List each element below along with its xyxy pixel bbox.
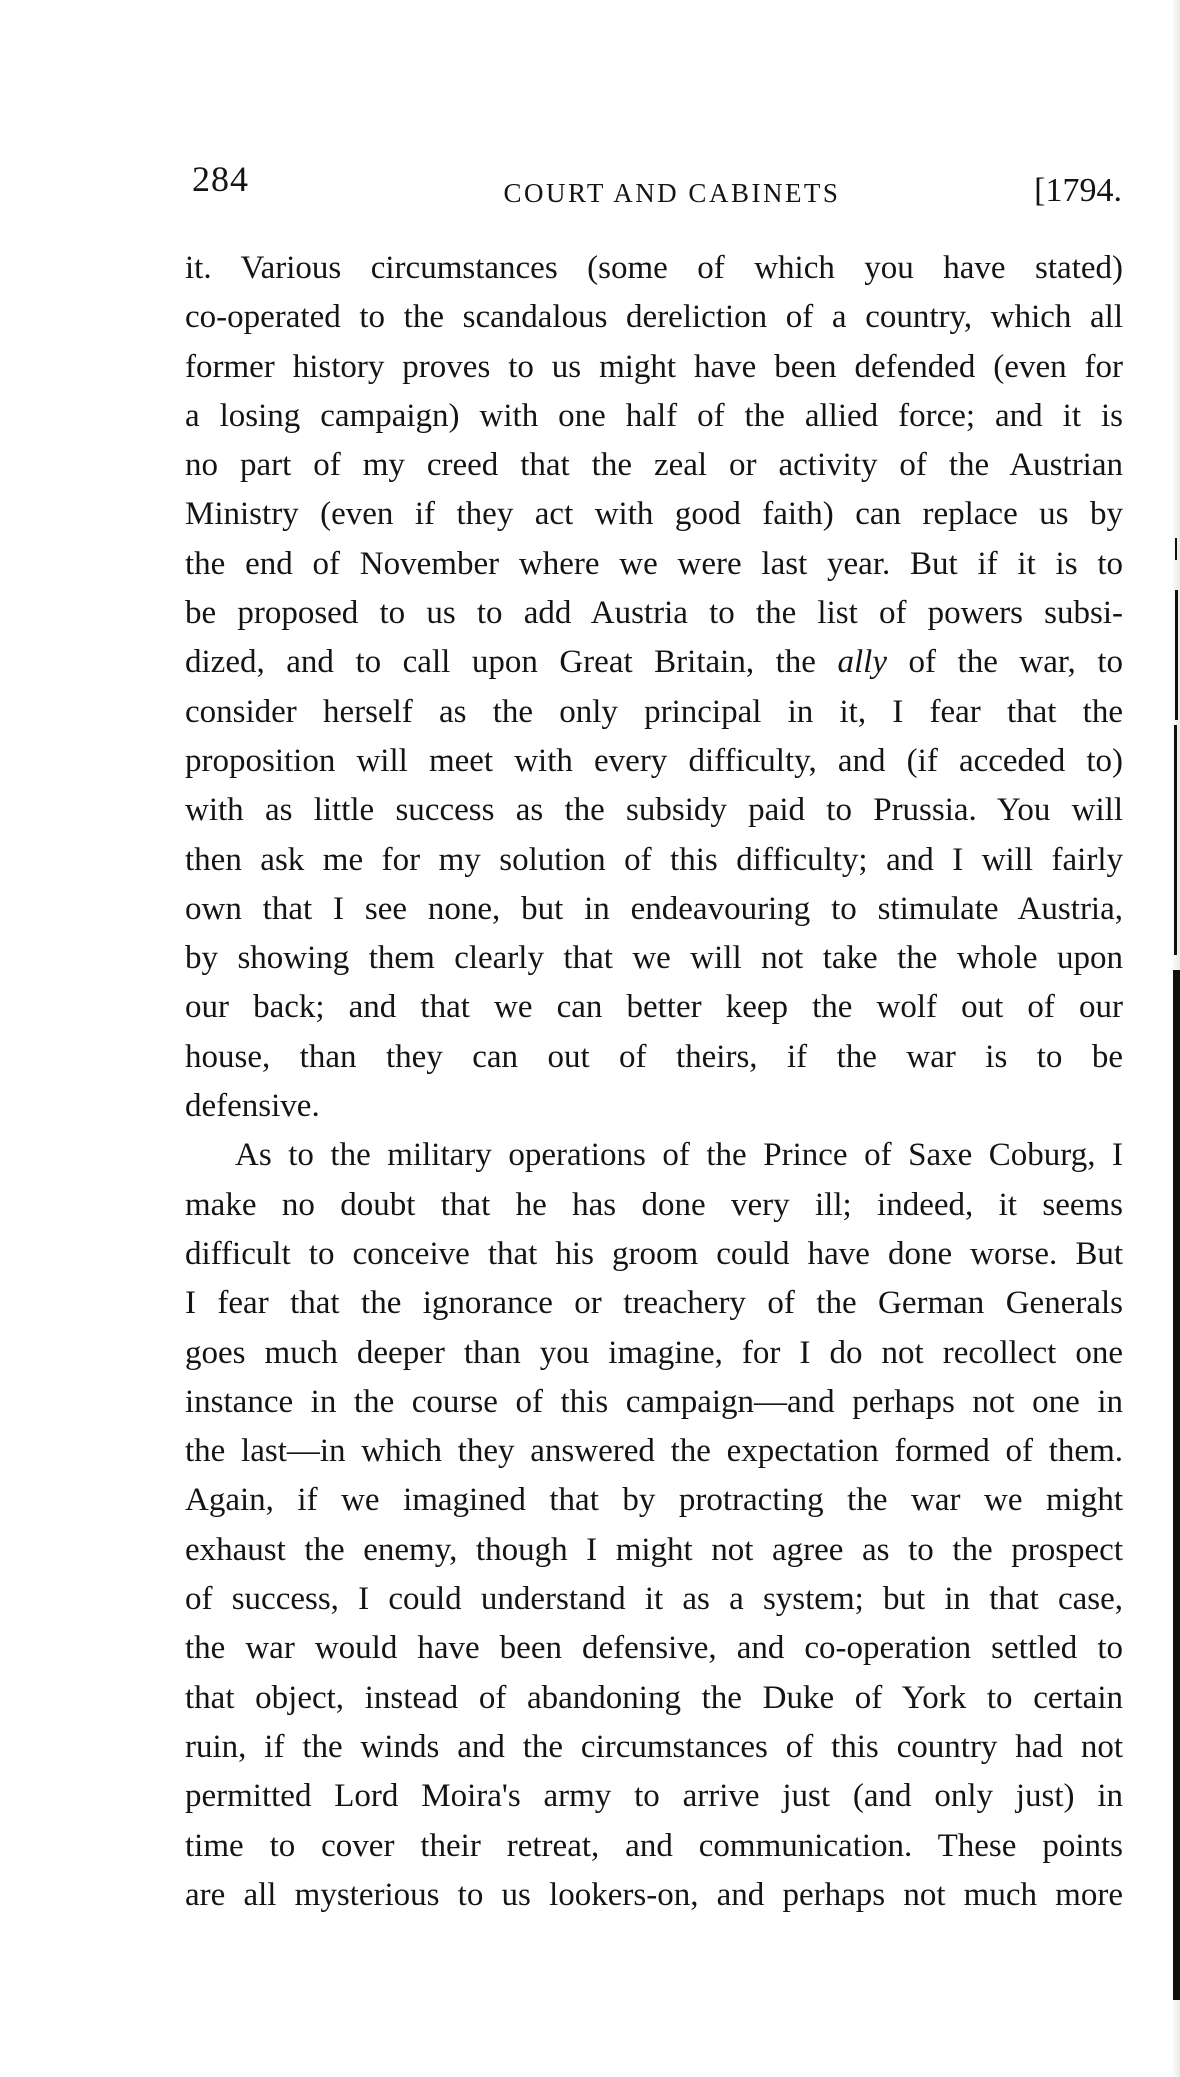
text-line: be proposed to us to add Austria to the list of powers subsi-	[185, 595, 1123, 632]
text-line: make no doubt that he has done very ill; indeed, it seems	[185, 1186, 1123, 1223]
text-line: are all mysterious to us lookers-on, and perhaps not much more	[185, 1876, 1123, 1913]
text-line: exhaust the enemy, though I might not agree as to the prospect	[185, 1531, 1123, 1568]
text-line: by showing them clearly that we will not take the whole upon	[185, 940, 1123, 977]
text-line: of success, I could understand it as a system; but in that case,	[185, 1581, 1123, 1618]
text-line: no part of my creed that the zeal or activity of the Austrian	[185, 447, 1123, 484]
text-line: ruin, if the winds and the circumstances of this country had not	[185, 1728, 1123, 1765]
text-line: defensive.	[185, 1088, 320, 1125]
page-edge-mark	[1175, 538, 1177, 560]
text-line: proposition will meet with every difficulty, and (if acceded to)	[185, 742, 1123, 779]
text-line: Again, if we imagined that by protracting the war we might	[185, 1482, 1123, 1519]
text-fragment: dized, and to call upon Great Britain, the	[185, 644, 838, 681]
text-line: house, than they can out of theirs, if the war is to be	[185, 1038, 1123, 1075]
text-line: co-operated to the scandalous dereliction of a country, which all	[185, 299, 1123, 336]
text-line: instance in the course of this campaign—and perhaps not one in	[185, 1383, 1123, 1420]
page-edge-mark	[1174, 725, 1177, 955]
text-line: the war would have been defensive, and co-operation settled to	[185, 1630, 1123, 1667]
text-line: former history proves to us might have been defended (even for	[185, 348, 1123, 385]
text-line: permitted Lord Moira's army to arrive just (and only just) in	[185, 1778, 1123, 1815]
text-line: own that I see none, but in endeavouring to stimulate Austria,	[185, 890, 1123, 927]
text-line: time to cover their retreat, and communication. These points	[185, 1827, 1123, 1864]
running-head	[192, 158, 1122, 218]
running-year: [1794.	[1034, 172, 1122, 209]
text-line: goes much deeper than you imagine, for I do not recollect one	[185, 1334, 1123, 1371]
emphasis-word: ally	[837, 644, 887, 681]
text-line: with as little success as the subsidy paid to Prussia. You will	[185, 792, 1123, 829]
text-line: the last—in which they answered the expectation formed of them.	[185, 1433, 1123, 1470]
running-title: COURT AND CABINETS	[503, 178, 841, 208]
page-edge-mark	[1175, 590, 1178, 720]
text-line: As to the military operations of the Prince of Saxe Coburg, I	[235, 1137, 1123, 1174]
text-line: our back; and that we can better keep the wolf out of our	[185, 989, 1123, 1026]
text-line: that object, instead of abandoning the Duke of York to certain	[185, 1679, 1123, 1716]
text-line: then ask me for my solution of this difficulty; and I will fairly	[185, 841, 1123, 878]
text-line: Ministry (even if they act with good faith) can replace us by	[185, 496, 1123, 533]
page-number: 284	[192, 159, 249, 199]
page-edge-mark	[1173, 970, 1180, 2000]
text-line: I fear that the ignorance or treachery of the German Generals	[185, 1285, 1123, 1322]
body-text	[185, 244, 1123, 1920]
text-line: consider herself as the only principal in it, I fear that the	[185, 693, 1123, 730]
text-line: it. Various circumstances (some of which you have stated)	[185, 250, 1123, 286]
text-fragment: of the war, to	[886, 644, 1123, 681]
text-line: difficult to conceive that his groom could have done worse. But	[185, 1235, 1123, 1272]
text-line: a losing campaign) with one half of the allied force; and it is	[185, 397, 1123, 434]
text-line	[185, 638, 1123, 687]
text-line: the end of November where we were last year. But if it is to	[185, 545, 1123, 582]
